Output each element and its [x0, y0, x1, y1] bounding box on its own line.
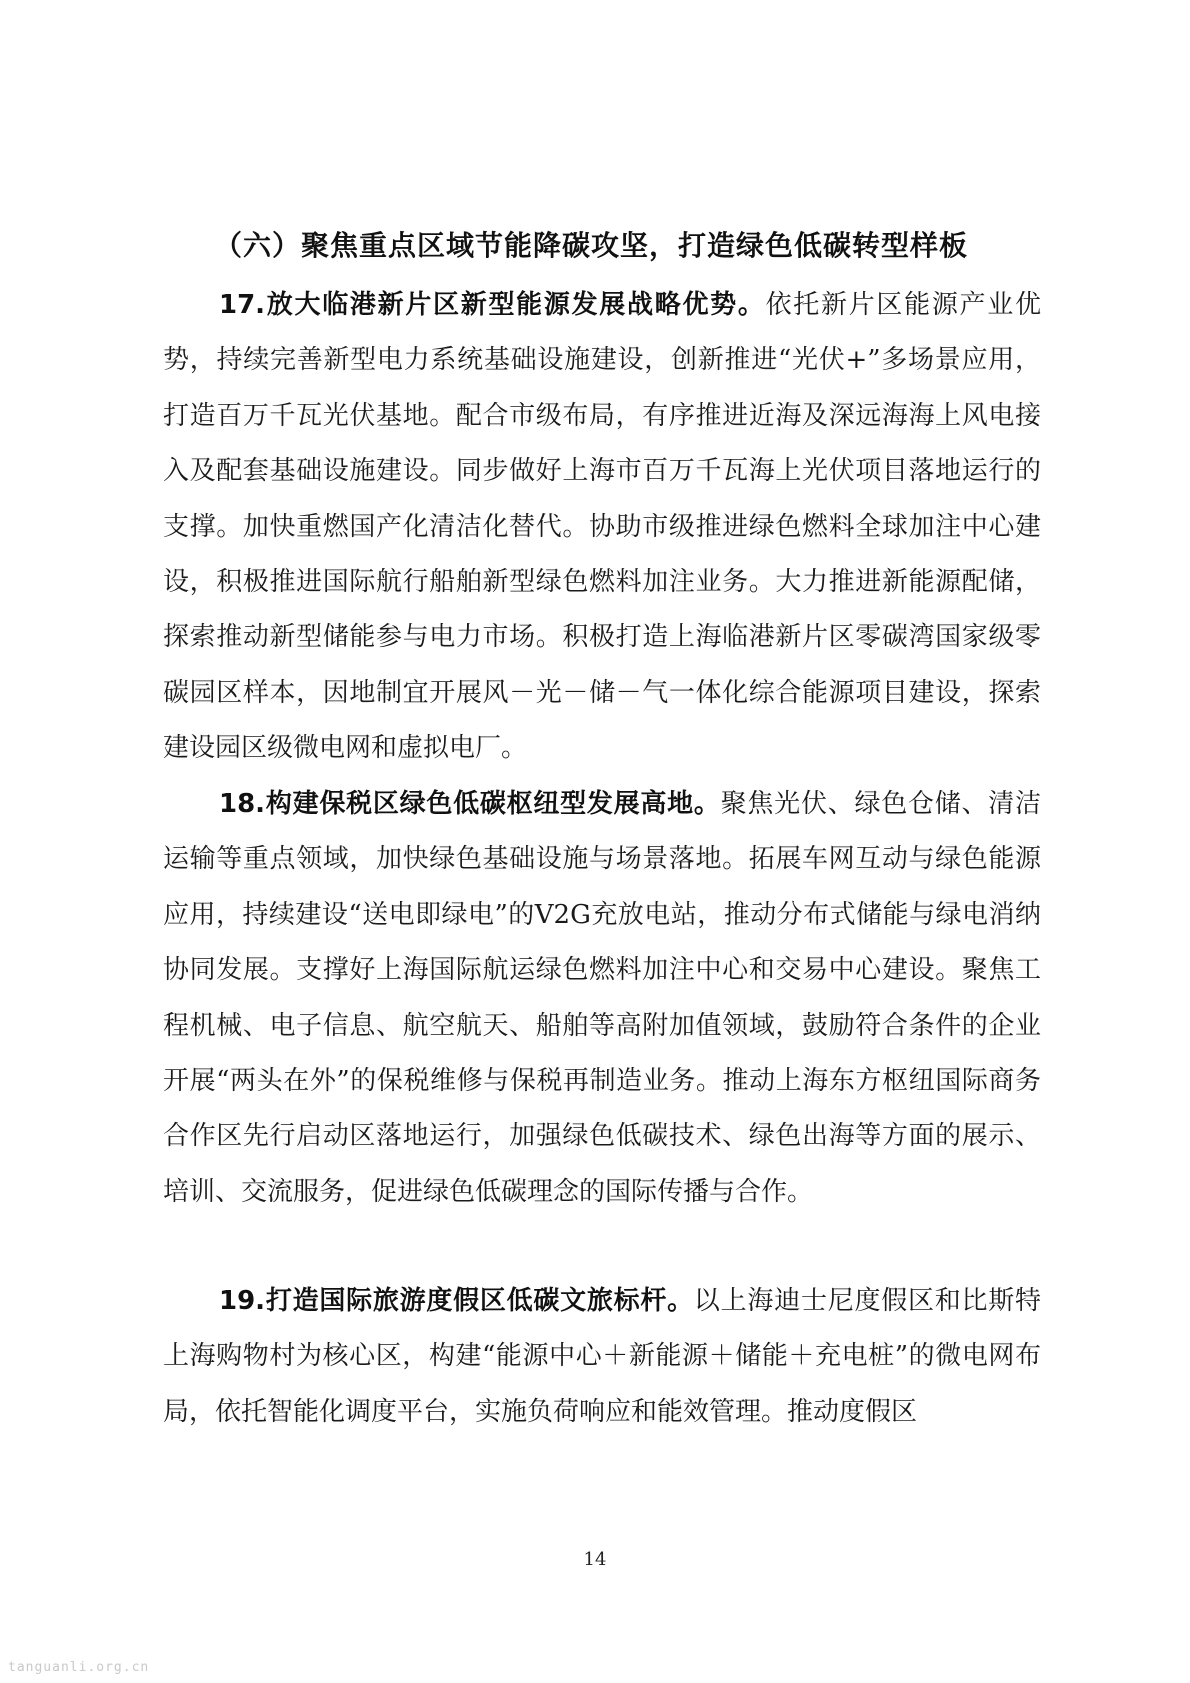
paragraph-17-lead: 17.放大临港新片区新型能源发展战略优势。	[219, 290, 766, 320]
paragraph-18-lead: 18.构建保税区绿色低碳枢纽型发展高地。	[219, 789, 721, 819]
paragraph-19-lead: 19.打造国际旅游度假区低碳文旅标杆。	[219, 1286, 694, 1316]
paragraph-17	[163, 278, 1041, 777]
paragraph-17-body: 依托新片区能源产业优势，持续完善新型电力系统基础设施建设，创新推进“光伏+”多场景应用，打造百万千瓦光伏基地。配合市级布局，有序推进近海及深远海海上风电接入及配套基础设施建设。同步做好上海市百万千瓦海上光伏项目落地运行的支撑。加快重燃国产化清洁化替代。协助市级推进绿色燃料全球加注中心建设，积极推进国际航行船舶新型绿色燃料加注业务。大力推进新能源配储，探索推动新型储能参与电力市场。积极打造上海临港新片区零碳湾国家级零碳园区样本，因地制宜开展风－光－储－气一体化综合能源项目建设，探索建设园区级微电网和虚拟电厂。	[163, 290, 1041, 764]
paragraph-19-body: 以上海迪士尼度假区和比斯特上海购物村为核心区，构建“能源中心＋新能源＋储能＋充电桩”的微电网布局，依托智能化调度平台，实施负荷响应和能效管理。推动度假区	[163, 1286, 1041, 1427]
page-number: 14	[583, 1549, 607, 1570]
watermark: tanguanli.org.cn	[8, 1660, 150, 1675]
paragraph-18	[163, 777, 1041, 1220]
paragraph-19	[163, 1274, 1041, 1440]
paragraph-18-body: 聚焦光伏、绿色仓储、清洁运输等重点领域，加快绿色基础设施与场景落地。拓展车网互动与绿色能源应用，持续建设“送电即绿电”的V2G充放电站，推动分布式储能与绿电消纳协同发展。支撑好上海国际航运绿色燃料加注中心和交易中心建设。聚焦工程机械、电子信息、航空航天、船舶等高附加值领域，鼓励符合条件的企业开展“两头在外”的保税维修与保税再制造业务。推动上海东方枢纽国际商务合作区先行启动区落地运行，加强绿色低碳技术、绿色出海等方面的展示、培训、交流服务，促进绿色低碳理念的国际传播与合作。	[163, 789, 1041, 1207]
section-heading: （六）聚焦重点区域节能降碳攻坚，打造绿色低碳转型样板	[214, 229, 969, 262]
